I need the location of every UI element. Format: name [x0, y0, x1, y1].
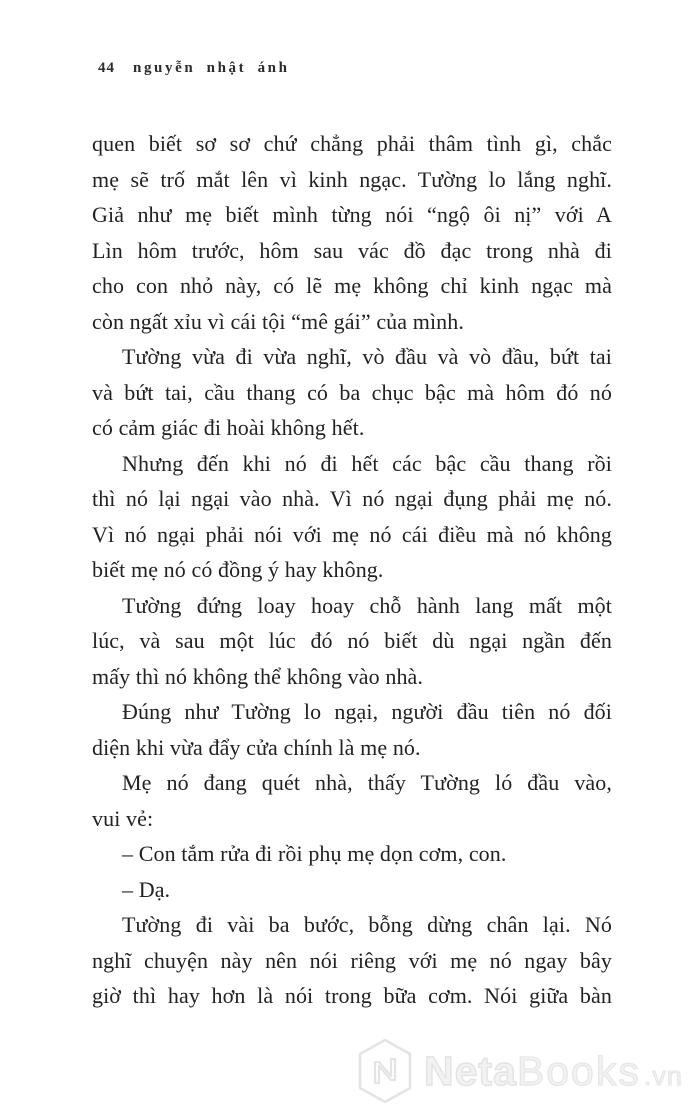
text-line: Lìn hôm trước, hôm sau vác đồ đạc trong nhà đi [92, 237, 612, 263]
watermark-text [424, 1048, 683, 1095]
text-line: lúc, và sau một lúc đó nó biết dù ngại ngần đến [92, 628, 612, 653]
text-line: giờ thì hay hơn là nói trong bữa cơm. Nói giữa bàn [92, 983, 612, 1008]
text-line: và bứt tai, cầu thang có ba chục bậc mà hôm đó nó [92, 379, 612, 405]
text-line: thì nó lại ngại vào nhà. Vì nó ngại đụng phải mẹ nó. [92, 486, 612, 511]
hexagon-n-icon [356, 1037, 414, 1105]
text-line: Tường đi vài ba bước, bỗng dừng chân lại. Nó [122, 912, 612, 937]
text-line: – Con tắm rửa đi rồi phụ mẹ dọn cơm, con. [122, 841, 507, 866]
watermark-tld: .vn [643, 1060, 683, 1091]
text-line: nghĩ chuyện này nên nói riêng với mẹ nó ngay bây [92, 947, 612, 973]
text-line: quen biết sơ sơ chứ chẳng phải thâm tình gì, chắc [92, 131, 612, 156]
text-line: có cảm giác đi hoài không hết. [92, 415, 365, 440]
text-line: Nhưng đến khi nó đi hết các bậc cầu thang rồi [122, 450, 612, 476]
text-line: Giả như mẹ biết mình từng nói “ngộ ôi nị” với A [92, 202, 612, 227]
netabooks-watermark [356, 1037, 683, 1105]
text-line: còn ngất xỉu vì cái tội “mê gái” của mình. [92, 308, 464, 334]
text-line: Mẹ nó đang quét nhà, thấy Tường ló đầu vào, [122, 770, 612, 795]
text-line: – Dạ. [122, 876, 171, 902]
text-line: mẹ sẽ trố mắt lên vì kinh ngạc. Tường lo lắng nghĩ. [92, 166, 612, 192]
watermark-brand-second: Books [516, 1047, 641, 1094]
text-line: cho con nhỏ này, có lẽ mẹ không chỉ kinh ngạc mà [92, 273, 612, 298]
page-number: 44 [98, 60, 115, 76]
watermark-brand-first: Neta [424, 1047, 517, 1094]
page-header [98, 60, 290, 77]
running-title: nguyễn nhật ánh [133, 60, 290, 76]
body-text [92, 126, 612, 1014]
text-line: diện khi vừa đẩy cửa chính là mẹ nó. [92, 734, 421, 760]
text-line: Đúng như Tường lo ngại, người đầu tiên nó đối [122, 699, 612, 724]
text-line: mấy thì nó không thể không vào nhà. [92, 663, 424, 689]
text-line: biết mẹ nó có đồng ý hay không. [92, 557, 384, 582]
text-line: Vì nó ngại phải nói với mẹ nó cái điều mà nó không [92, 521, 612, 547]
text-line: Tường vừa đi vừa nghĩ, vò đầu và vò đầu, bứt tai [122, 344, 612, 369]
text-line: Tường đứng loay hoay chỗ hành lang mất một [122, 592, 612, 618]
text-line: vui vẻ: [92, 805, 154, 831]
